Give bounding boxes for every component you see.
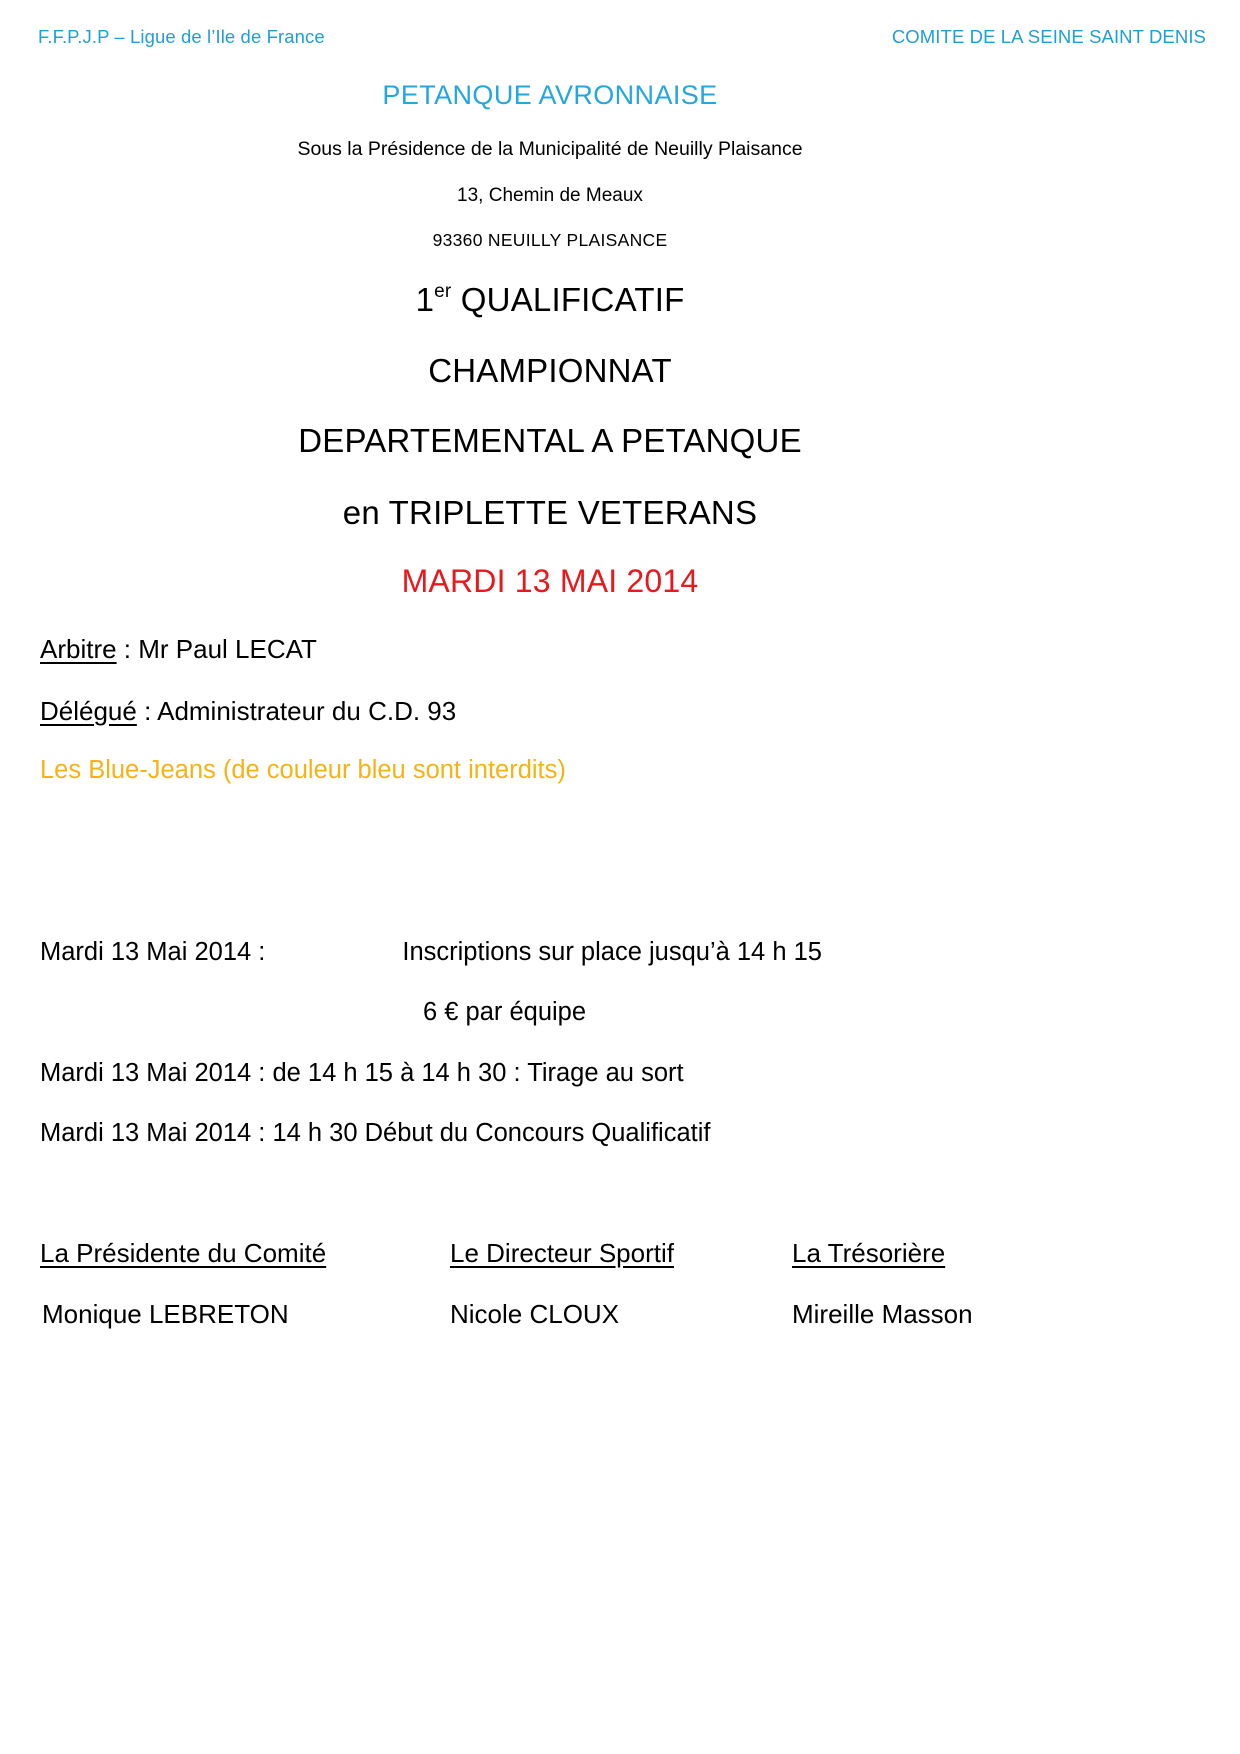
referee-label: Arbitre [40, 634, 117, 664]
dress-code-notice: Les Blue-Jeans (de couleur bleu sont interdits) [40, 756, 566, 784]
referee-line [40, 634, 317, 665]
title-ordinal-suffix: er [434, 281, 452, 302]
signature-name-president: Monique LEBRETON [42, 1299, 289, 1329]
delegate-line [40, 696, 456, 727]
schedule-detail-3: Mardi 13 Mai 2014 : 14 h 30 Début du Concours Qualificatif [40, 1119, 711, 1147]
title-event-date: MARDI 13 MAI 2014 [401, 563, 699, 599]
signature-name-sporting-director: Nicole CLOUX [450, 1299, 620, 1329]
signature-title-treasurer: La Trésorière [792, 1238, 946, 1268]
address-city: 93360 NEUILLY PLAISANCE [432, 230, 668, 250]
signature-title-president: La Présidente du Comité [40, 1238, 327, 1268]
title-line-triplette: en TRIPLETTE VETERANS [342, 494, 758, 531]
title-qualificatif-text: QUALIFICATIF [451, 281, 685, 318]
document-header [38, 26, 1206, 48]
header-left-federation: F.F.P.J.P – Ligue de l’Ile de France [38, 26, 325, 47]
schedule-row-start [40, 1119, 710, 1148]
title-ordinal-number: 1 [415, 281, 435, 318]
delegate-value: : Administrateur du C.D. 93 [136, 696, 457, 726]
header-right-committee: COMITE DE LA SEINE SAINT DENIS [891, 26, 1206, 47]
schedule-row-fee [423, 998, 586, 1027]
schedule-row-draw [40, 1059, 684, 1088]
title-line-qualificatif [0, 281, 1100, 319]
title-line-departemental: DEPARTEMENTAL A PETANQUE [298, 422, 802, 459]
delegate-label: Délégué [40, 696, 137, 726]
referee-value: : Mr Paul LECAT [116, 634, 317, 664]
schedule-row-registration [40, 938, 822, 967]
schedule-detail-2: Mardi 13 Mai 2014 : de 14 h 15 à 14 h 30 : Tirage au sort [40, 1059, 684, 1087]
schedule-detail-0: Inscriptions sur place jusqu’à 14 h 15 [402, 938, 822, 966]
address-street: 13, Chemin de Meaux [457, 185, 643, 206]
club-name: PETANQUE AVRONNAISE [382, 80, 718, 110]
signature-name-treasurer: Mireille Masson [792, 1299, 973, 1329]
signature-title-sporting-director: Le Directeur Sportif [450, 1238, 674, 1268]
presidency-line: Sous la Présidence de la Municipalité de Neuilly Plaisance [297, 138, 803, 160]
schedule-date-0: Mardi 13 Mai 2014 : [40, 938, 266, 966]
title-line-championnat: CHAMPIONNAT [428, 352, 672, 389]
schedule-detail-1: 6 € par équipe [423, 998, 587, 1026]
